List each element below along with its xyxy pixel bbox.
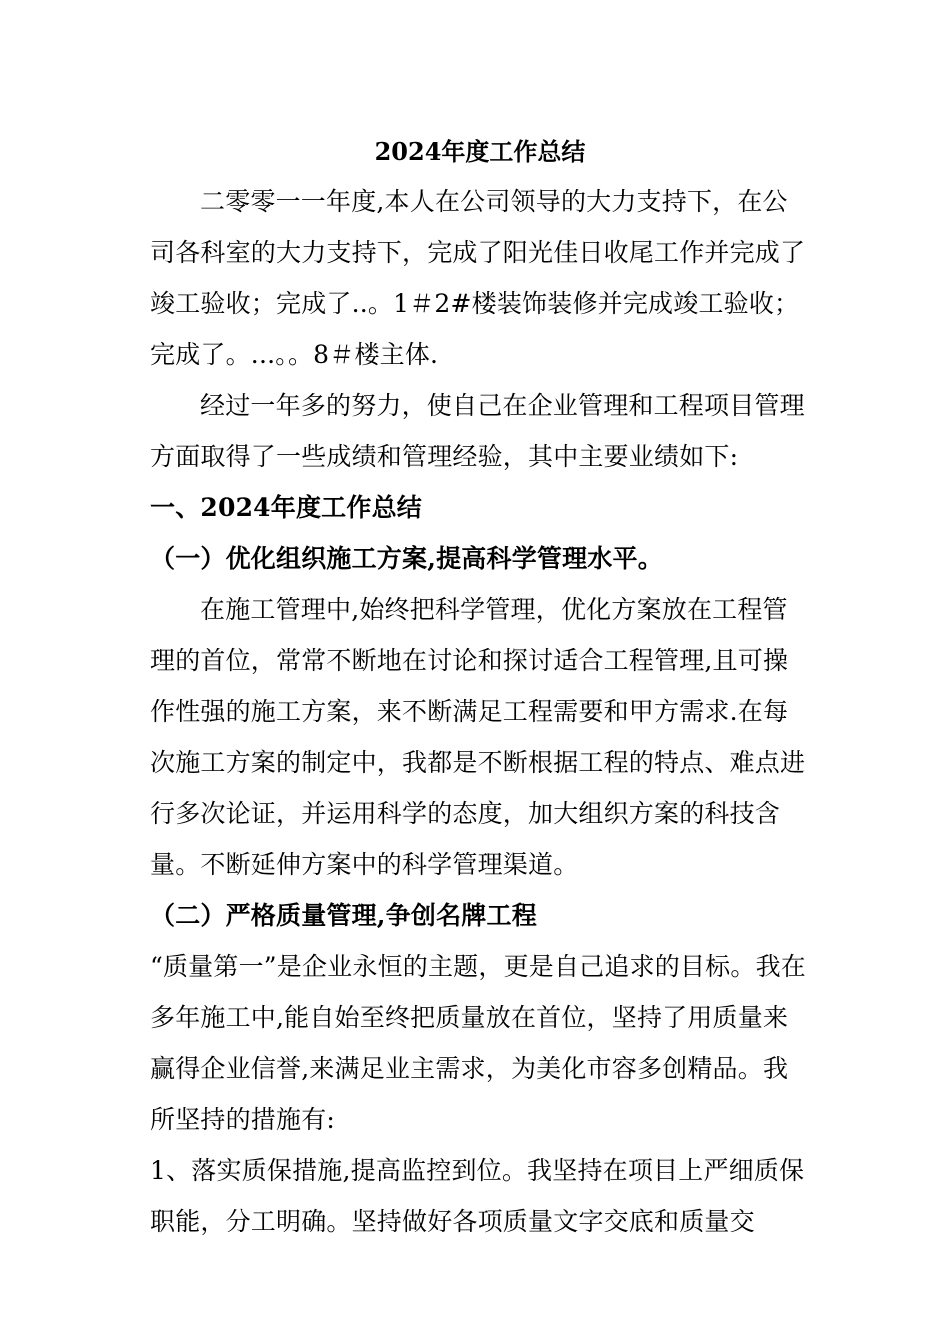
subsection-heading-1: （一）优化组织施工方案,提高科学管理水平。 bbox=[150, 544, 663, 573]
document-page bbox=[150, 128, 810, 1247]
subsection-heading-2: （二）严格质量管理,争创名牌工程 bbox=[150, 901, 537, 930]
quality-paragraph: “质量第一”是企业永恒的主题，更是自己追求的目标。我在多年施工中,能自始至终把质量放在首位，坚持了用质量来赢得企业信誉,来满足业主需求，为美化市容多创精品。我所坚持的措施有: bbox=[150, 952, 806, 1134]
intro-paragraph: 二零零一一年度,本人在公司领导的大力支持下，在公司各科室的大力支持下，完成了阳光佳日收尾工作并完成了竣工验收；完成了..。1＃2#楼装饰装修并完成竣工验收；完成了。...。。8＃楼主体. bbox=[150, 187, 806, 369]
measure-item-1: 1、落实质保措施,提高监控到位。我坚持在项目上严细质保职能，分工明确。坚持做好各项质量文字交底和质量交 bbox=[150, 1156, 805, 1236]
document-title: 2024年度工作总结 bbox=[374, 137, 586, 166]
section-heading-1: 一、2024年度工作总结 bbox=[150, 493, 422, 522]
construction-plan-paragraph: 在施工管理中,始终把科学管理，优化方案放在工程管理的首位，常常不断地在讨论和探讨适合工程管理,且可操作性强的施工方案，来不断满足工程需要和甲方需求.在每次施工方案的制定中，我都是不断根据工程的特点、难点进行多次论证，并运用科学的态度，加大组织方案的科技含量。不断延伸方案中的科学管理渠道。 bbox=[150, 595, 806, 879]
achievements-intro-paragraph: 经过一年多的努力，使自己在企业管理和工程项目管理方面取得了一些成绩和管理经验，其中主要业绩如下: bbox=[150, 391, 805, 471]
